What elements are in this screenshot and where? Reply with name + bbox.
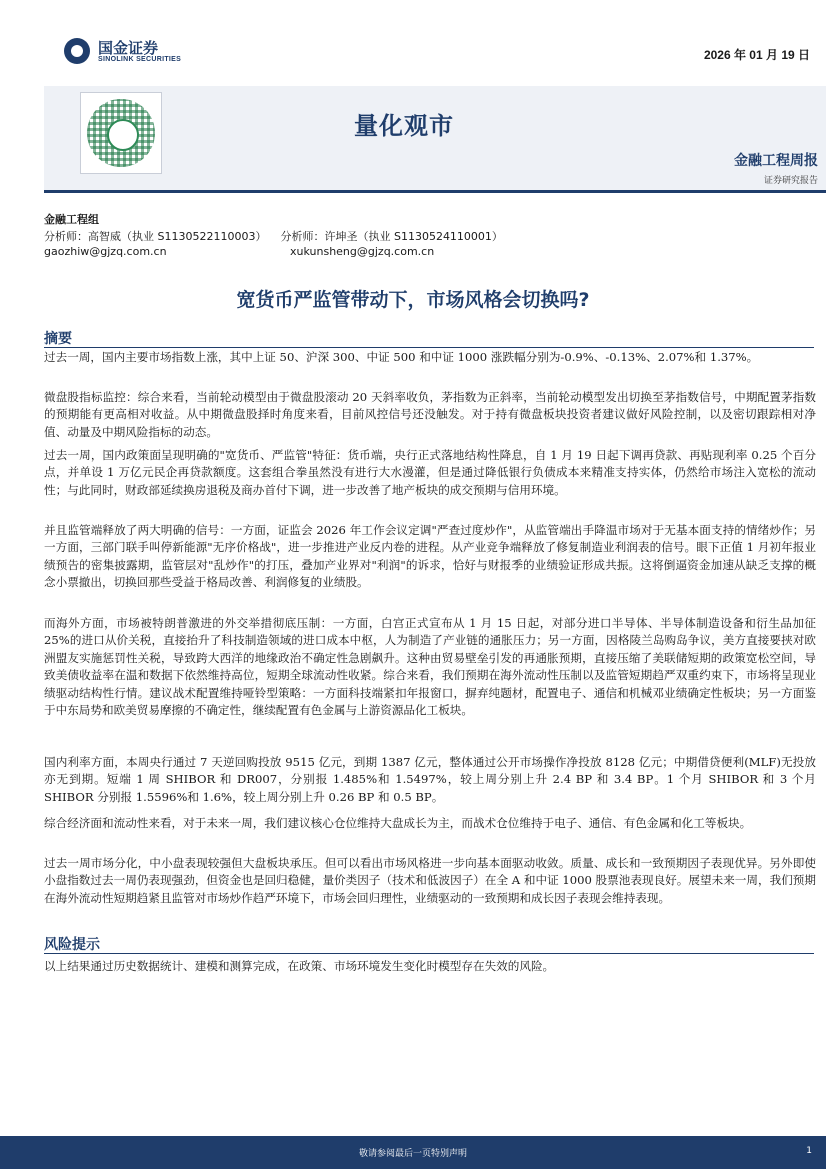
summary-paragraph: 微盘股指标监控：综合来看，当前轮动模型由于微盘股滚动 20 天斜率收负，茅指数为正斜率，当前轮动模型发出切换至茅指数信号，中期配置茅指数的预期能有更高相对收益。从中期微盘股择时角度来看，目前风控信号还没触发。对于持有微盘板块投资者建议做好风险控制，以及密切跟踪相对净值、动量及中期风险指标的动态。 [44, 390, 816, 439]
risk-divider [44, 953, 814, 954]
email-row [44, 245, 434, 258]
email-2[interactable]: xukunsheng@gjzq.com.cn [290, 245, 435, 258]
risk-heading: 风险提示 [44, 937, 100, 953]
summary-paragraph: 过去一周，国内政策面呈现明确的"宽货币、严监管"特征：货币端，央行正式落地结构性降息，自 1 月 19 日起下调再贷款、再贴现利率 0.25 个百分点，并单设 1 万亿元民企再贷款额度。这套组合拳虽然没有进行大水漫灌，但是通过降低银行负债成本来精准支持实体，仍然给市场注入宽松的流动性；与此同时，财政部延续换房退税及商办首付下调，进一步改善了地产板块的成交预期与信用环境。 [44, 448, 816, 497]
logo-en: SINOLINK SECURITIES [98, 55, 182, 63]
series-name: 量化观市 [354, 112, 454, 140]
analyst-1: 分析师：高智威（执业 S1130522110003） [44, 230, 267, 243]
report-title: 宽货币严监管带动下，市场风格会切换吗? [236, 289, 590, 311]
report-date: 2026 年 01 月 19 日 [703, 48, 810, 62]
summary-divider [44, 347, 814, 348]
summary-paragraph: 并且监管端释放了两大明确的信号：一方面，证监会 2026 年工作会议定调"严查过度炒作"，从监管端出手降温市场对于无基本面支持的情绪炒作；另一方面，三部门联手叫停新能源"无序价格战"，进一步推进产业反内卷的进程。从产业竞争端释放了修复制造业利润表的信号。眼下正值 1 月初年报业绩预告的密集披露期，监管层对"乱炒作"的打压，叠加产业界对"利润"的诉求，恰好与财报季的业绩验证形成共振。这将倒逼资金加速从缺乏支撑的概念小票撤出，切换回那些受益于格局改善、利润修复的业绩股。 [44, 523, 816, 590]
team-name: 金融工程组 [44, 213, 99, 226]
sinolink-logo-icon [64, 38, 90, 64]
report-category: 证券研究报告 [763, 176, 818, 186]
logo-cn: 国金证券 [98, 38, 159, 57]
page-footer [0, 1136, 826, 1169]
report-type: 金融工程周报 [734, 153, 818, 169]
page-number: 1 [806, 1146, 812, 1156]
summary-paragraph: 过去一周，国内主要市场指数上涨，其中上证 50、沪深 300、中证 500 和中证 1000 涨跌幅分别为-0.9%、-0.13%、2.07%和 1.37%。 [44, 350, 759, 364]
qr-code-icon [80, 92, 162, 174]
summary-paragraph: 而海外方面，市场被特朗普激进的外交举措彻底压制：一方面，白宫正式宣布从 1 月 15 日起，对部分进口半导体、半导体制造设备和衍生品加征 25%的进口从价关税，直接抬升了科技制造领域的进口成本中枢，人为制造了产业链的通胀压力；另一方面，因格陵兰岛购岛争议，美方直接要挟对欧洲盟友实施惩罚性关税，导致跨大西洋的地缘政治不确定性急剧飙升。这种由贸易壁垒引发的再通胀预期，直接压缩了美联储短期的政策宽松空间，导致美债收益率在温和数据下依然维持高位，短期全球流动性收紧。综合来看，我们预期在海外流动性压制以及监管短期趋严双重约束下，市场将呈现业绩驱动结构性行情。建议战术配置维持哑铃型策略：一方面科技端紧扣年报窗口，摒弃纯题材，配置电子、通信和机械邓业绩确定性板块；另一方面鉴于中东局势和欧美贸易摩擦的不确定性，继续配置有色金属与上游资源品化工板块。 [44, 616, 816, 718]
disclaimer-note: 敬请参阅最后一页特别声明 [358, 1149, 467, 1159]
analyst-row [44, 228, 503, 244]
summary-paragraph: 过去一周市场分化，中小盘表现较强但大盘板块承压。但可以看出市场风格进一步向基本面驱动收敛。质量、成长和一致预期因子表现优异。另外即使小盘指数过去一周仍表现强劲，但资金也是回归稳健，量价类因子（技术和低波因子）在全 A 和中证 1000 股票池表现良好。展望未来一周，我们预期在海外流动性短期趋紧且监管对市场炒作趋严环境下，市场会回归理性，业绩驱动的一致预期和成长因子表现会维持表现。 [44, 856, 816, 905]
summary-paragraph: 国内利率方面，本周央行通过 7 天逆回购投放 9515 亿元，到期 1387 亿元，整体通过公开市场操作净投放 8128 亿元；中期借贷便利(MLF)无投放亦无到期。短端 1 周 SHIBOR 和 DR007，分别报 1.485%和 1.5497%，较上周分别上升 2.4 BP 和 3.4 BP。1 个月 SHIBOR 和 3 个月 SHIBOR 分别报 1.5596%和 1.6%，较上周分别上升 0.26 BP 和 0.5 BP。 [44, 755, 816, 804]
summary-paragraph: 综合经济面和流动性来看，对于未来一周，我们建议核心仓位维持大盘成长为主，而战术仓位维持于电子、通信、有色金属和化工等板块。 [44, 816, 752, 830]
company-logo [64, 38, 181, 64]
email-1[interactable]: gaozhiw@gjzq.com.cn [44, 245, 167, 258]
risk-text: 以上结果通过历史数据统计、建模和测算完成，在政策、市场环境发生变化时模型存在失效的风险。 [44, 959, 555, 973]
summary-heading: 摘要 [44, 331, 72, 347]
report-header-banner [44, 20, 826, 193]
analyst-2: 分析师：许坤圣（执业 S1130524110001） [280, 230, 503, 243]
